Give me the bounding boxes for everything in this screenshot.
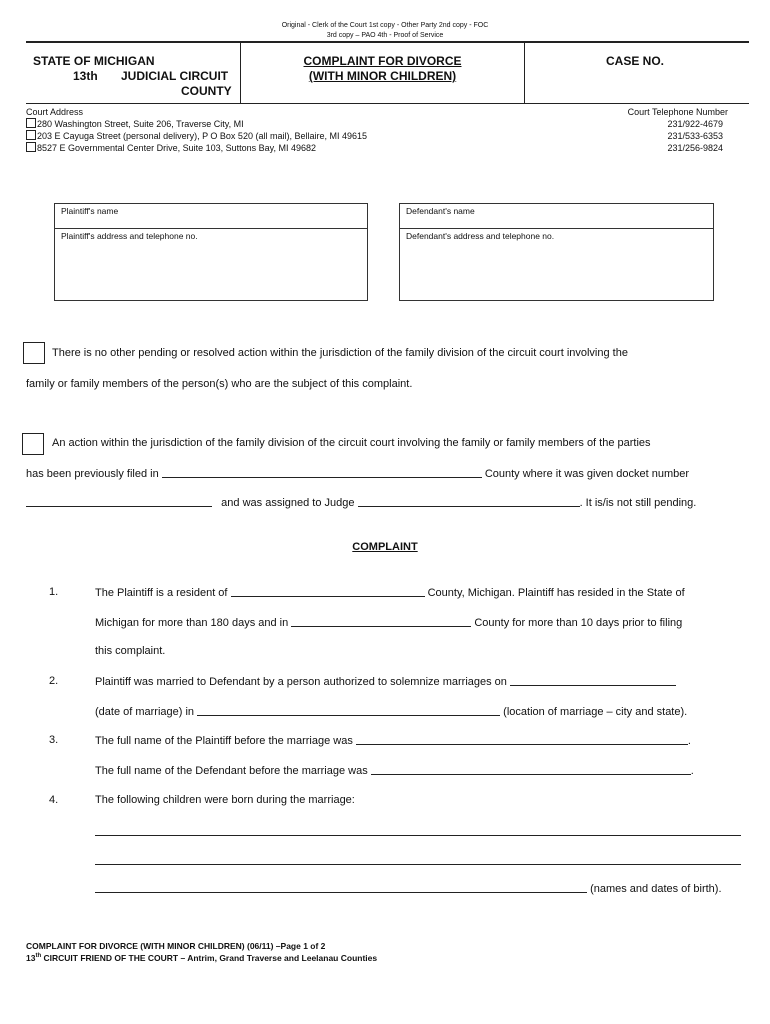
judicial-circuit-label: JUDICIAL CIRCUIT — [121, 69, 229, 83]
address-checkbox-1[interactable] — [26, 118, 36, 128]
plaintiff-residence-county-field[interactable] — [231, 586, 425, 597]
item-3-text-a: The full name of the Plaintiff before the marriage was — [95, 735, 353, 747]
item-4-number: 4. — [49, 794, 59, 806]
item-3-period-1: . — [687, 735, 691, 747]
children-line-3[interactable] — [95, 882, 587, 893]
prior-county-field[interactable] — [162, 467, 482, 478]
plaintiff-box[interactable] — [54, 203, 368, 301]
item-3-line-1 — [95, 734, 691, 747]
item-2-line-1 — [95, 675, 676, 688]
prior-action-checkbox[interactable] — [22, 433, 44, 455]
footer-court-name — [26, 953, 377, 963]
item-4-line-1: The following children were born during the marriage: — [95, 794, 355, 806]
item-2-text-b: (date of marriage) in — [95, 706, 195, 718]
distribution-line-1: Original - Clerk of the Court 1st copy - Other Party 2nd copy - FOC — [281, 22, 489, 29]
no-other-action-text-1: There is no other pending or resolved action within the jurisdiction of the family division of the circuit court involving the — [52, 347, 628, 359]
item-1-line-3: this complaint. — [95, 645, 166, 657]
address-checkbox-2[interactable] — [26, 130, 36, 140]
item-1-line-1 — [95, 586, 685, 599]
assigned-judge-text: and was assigned to Judge — [221, 497, 355, 509]
footer-court-text: CIRCUIT FRIEND OF THE COURT – Antrim, Grand Traverse and Leelanau Counties — [41, 953, 378, 963]
prior-action-line-2 — [26, 467, 689, 480]
pending-text: . It is/is not still pending. — [579, 497, 697, 509]
residence-county-field[interactable] — [291, 616, 471, 627]
item-1-line-2 — [95, 616, 682, 629]
distribution-line-2: 3rd copy – PAO 4th - Proof of Service — [326, 32, 444, 39]
marriage-location-field[interactable] — [197, 705, 500, 716]
court-address-option-3[interactable]: 8527 E Governmental Center Drive, Suite 103, Suttons Bay, MI 49682 — [26, 142, 316, 154]
item-3-period-2: . — [690, 765, 694, 777]
item-1-text-a: The Plaintiff is a resident of — [95, 587, 228, 599]
docket-number-text: County where it was given docket number — [484, 468, 690, 480]
judge-field[interactable] — [358, 496, 580, 507]
header-divider-2 — [524, 42, 525, 104]
children-line-2[interactable] — [95, 864, 741, 865]
defendant-name-field[interactable]: Defendant's name — [406, 206, 475, 216]
state-label: STATE OF MICHIGAN — [33, 54, 155, 68]
item-4-line-4 — [95, 882, 722, 895]
court-phone-1: 231/922-4679 — [667, 119, 723, 129]
case-no-label: CASE NO. — [606, 54, 665, 68]
court-phone-label: Court Telephone Number — [627, 107, 728, 117]
prior-action-line-3 — [26, 496, 696, 509]
complaint-heading: COMPLAINT — [352, 541, 418, 553]
defendant-box[interactable] — [399, 203, 714, 301]
court-address-label: Court Address — [26, 107, 84, 117]
no-other-action-text-2: family or family members of the person(s) who are the subject of this complaint. — [26, 378, 413, 390]
item-2-text-a: Plaintiff was married to Defendant by a person authorized to solemnize marriages on — [95, 676, 507, 688]
court-address-option-2[interactable]: 203 E Cayuga Street (personal delivery), P O Box 520 (all mail), Bellaire, MI 49615 — [26, 130, 367, 142]
docket-number-field[interactable] — [26, 496, 212, 507]
footer-circuit-number: 13 — [26, 953, 36, 963]
prior-filed-in-text: has been previously filed in — [26, 468, 159, 480]
court-phone-3: 231/256-9824 — [667, 143, 723, 153]
no-other-action-checkbox[interactable] — [23, 342, 45, 364]
item-2-number: 2. — [49, 675, 59, 687]
court-address-option-1[interactable]: 280 Washington Street, Suite 206, Traverse City, MI — [26, 118, 244, 130]
address-checkbox-3[interactable] — [26, 142, 36, 152]
form-title-line-2: (WITH MINOR CHILDREN) — [308, 69, 457, 83]
court-phone-2: 231/533-6353 — [667, 131, 723, 141]
item-1-text-b: County, Michigan. Plaintiff has resided in the State of — [427, 587, 685, 599]
plaintiff-prior-name-field[interactable] — [356, 734, 688, 745]
header-top-rule — [26, 41, 749, 43]
item-2-text-c: (location of marriage – city and state). — [503, 706, 688, 718]
plaintiff-address-field[interactable]: Plaintiff's address and telephone no. — [61, 231, 198, 241]
item-1-text-c: Michigan for more than 180 days and in — [95, 617, 289, 629]
footer-form-id: COMPLAINT FOR DIVORCE (WITH MINOR CHILDREN) (06/11) –Page 1 of 2 — [26, 941, 326, 951]
footer-circuit-suffix: th — [35, 953, 42, 960]
item-3-number: 3. — [49, 734, 59, 746]
header-bottom-rule — [26, 103, 749, 104]
item-1-number: 1. — [49, 586, 59, 598]
circuit-number: 13th — [73, 69, 98, 83]
marriage-date-field[interactable] — [510, 675, 676, 686]
plaintiff-name-field[interactable]: Plaintiff's name — [61, 206, 119, 216]
item-3-text-b: The full name of the Defendant before the marriage was — [95, 765, 368, 777]
defendant-prior-name-field[interactable] — [371, 764, 691, 775]
defendant-address-field[interactable]: Defendant's address and telephone no. — [406, 231, 555, 241]
prior-action-text-1: An action within the jurisdiction of the family division of the circuit court involving the family or family members of the parties — [52, 437, 651, 449]
item-4-text-b: (names and dates of birth). — [590, 883, 722, 895]
item-2-line-2 — [95, 705, 687, 718]
children-line-1[interactable] — [95, 835, 741, 836]
form-title-line-1: COMPLAINT FOR DIVORCE — [303, 54, 462, 68]
county-label: COUNTY — [181, 84, 232, 98]
item-3-line-2 — [95, 764, 694, 777]
item-1-text-d: County for more than 10 days prior to filing — [474, 617, 683, 629]
